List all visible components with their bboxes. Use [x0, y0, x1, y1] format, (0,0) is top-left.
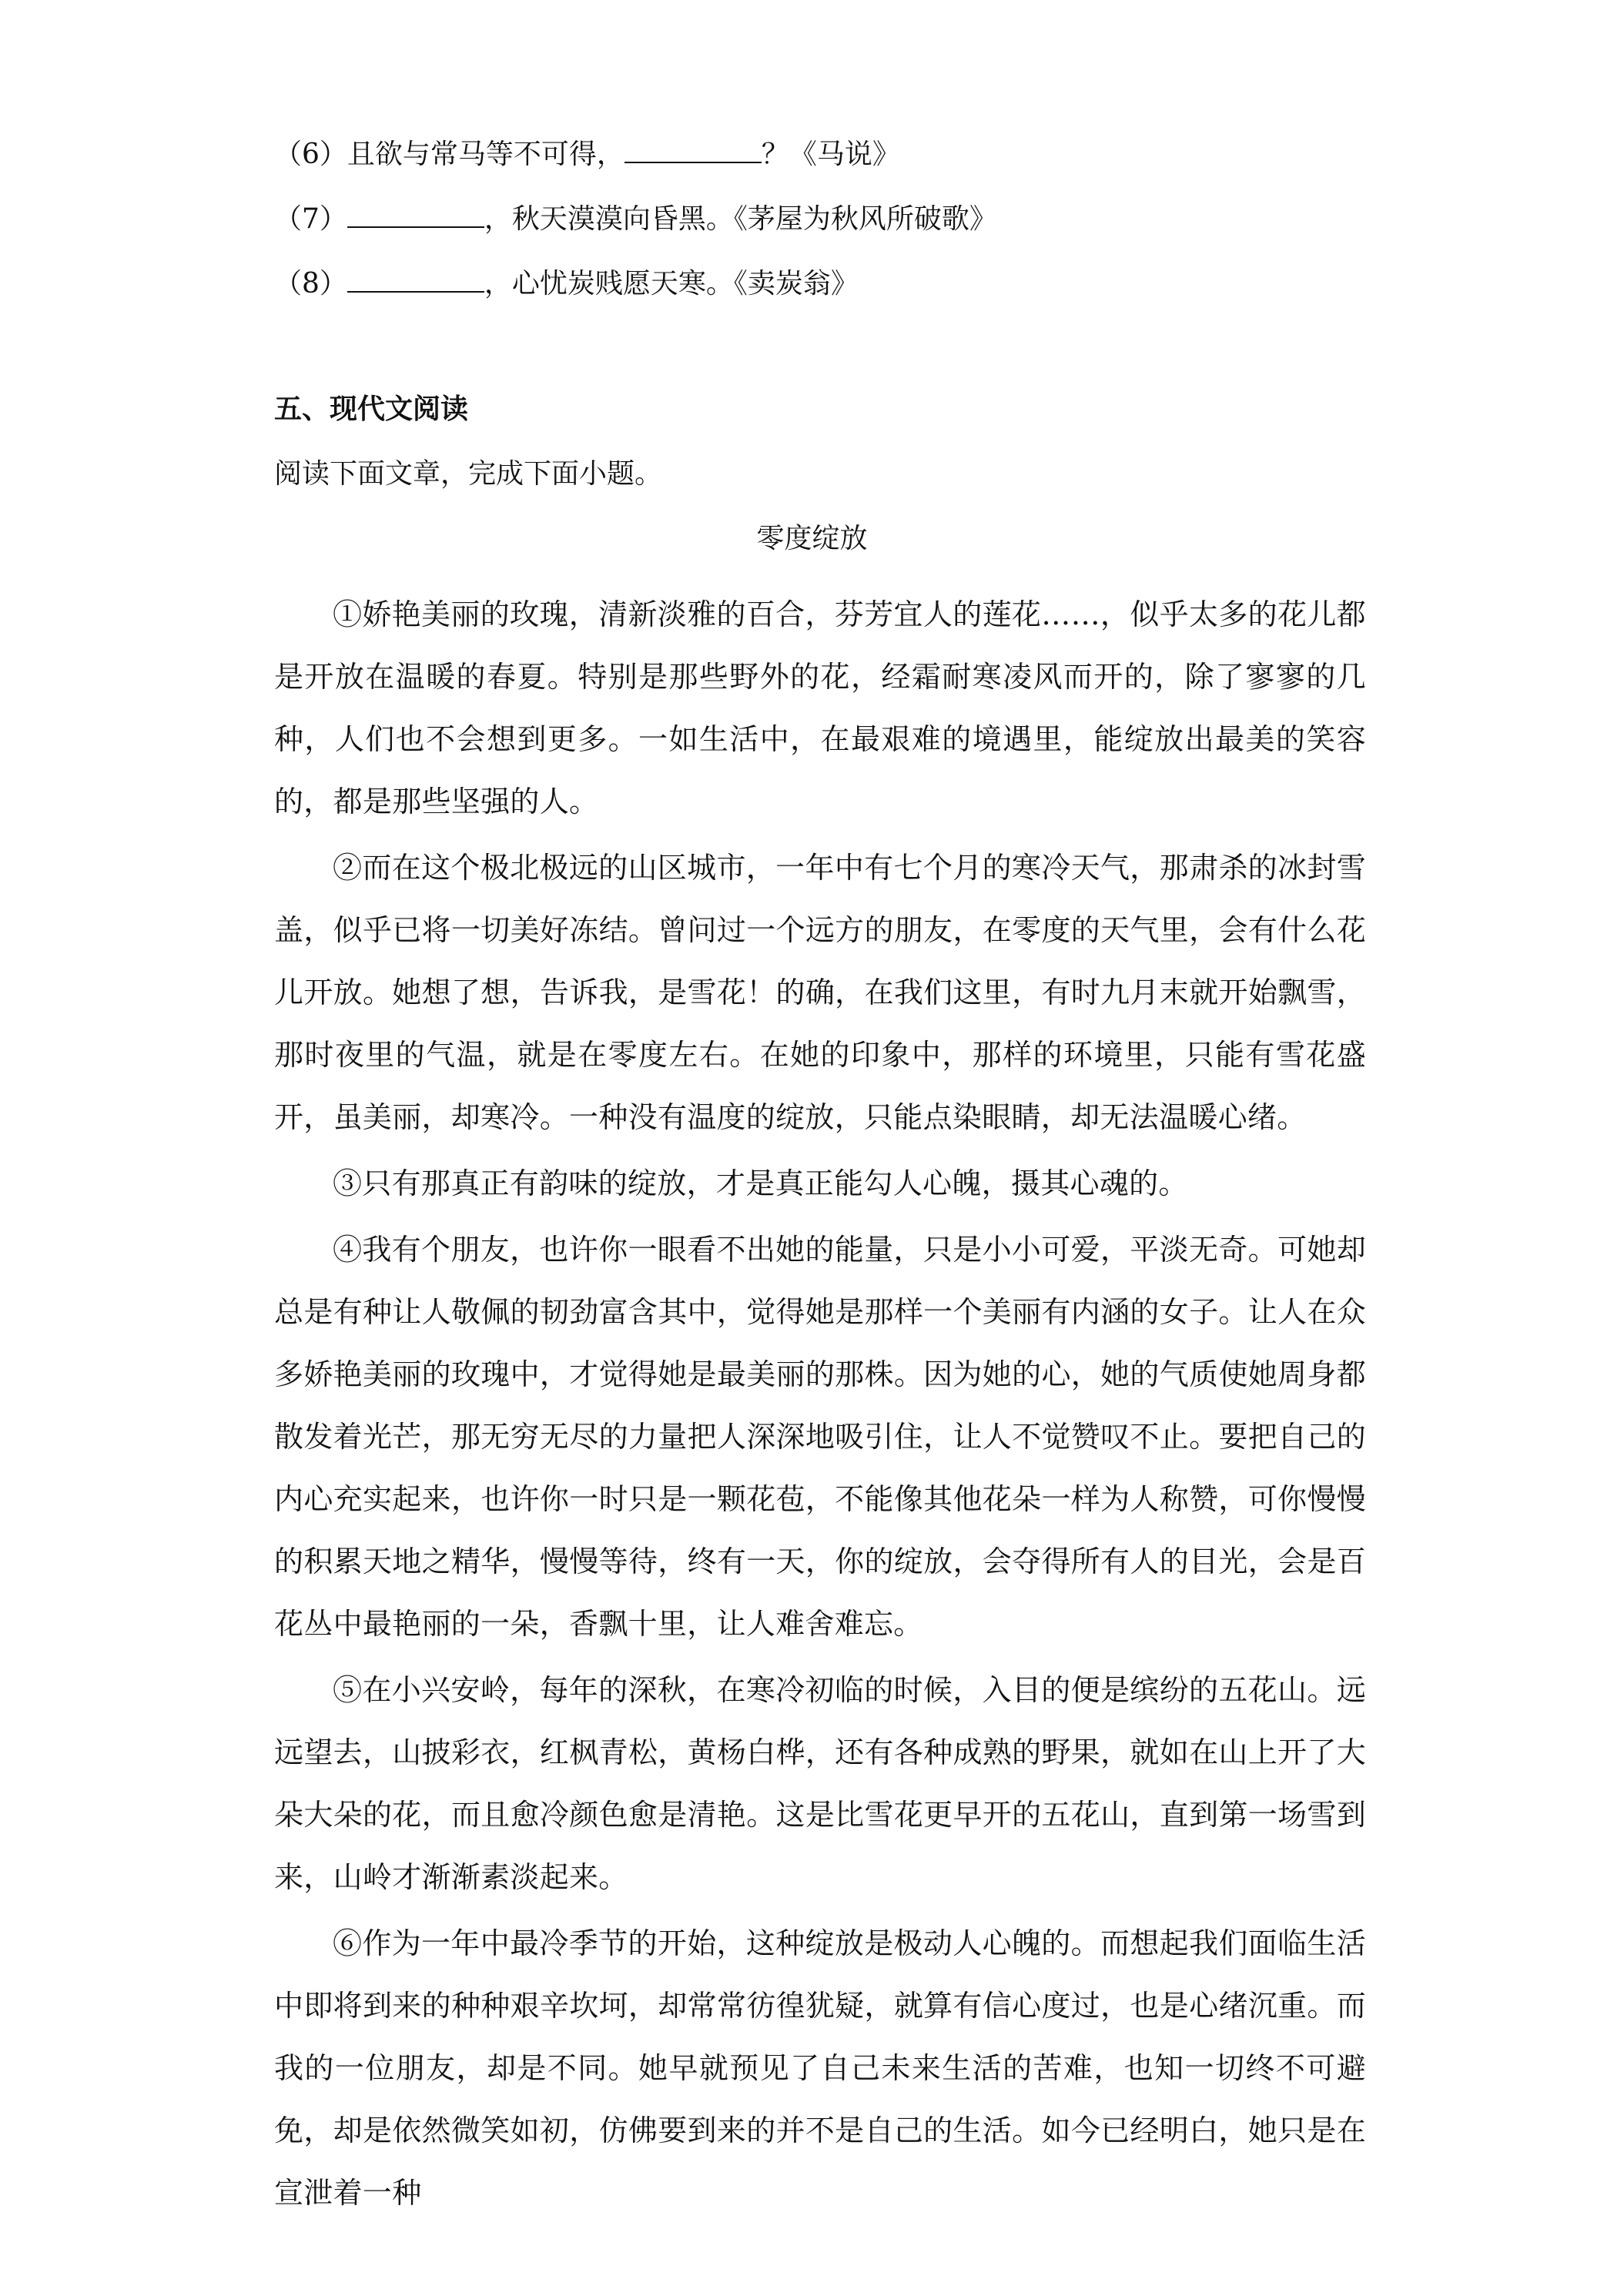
fill-blank-item-8	[274, 266, 859, 301]
article-paragraph-5: ⑤在小兴安岭，每年的深秋，在寒冷初临的时候，入目的便是缤纷的五花山。远远望去，山披彩衣，红枫青松，黄杨白桦，还有各种成熟的野果，就如在山上开了大朵大朵的花，而且愈冷颜色愈是清艳。这是比雪花更早开的五花山，直到第一场雪到来，山岭才渐渐素淡起来。	[274, 1673, 1366, 1894]
fill-blank-item-6	[274, 137, 900, 172]
article-paragraph-1: ①娇艳美丽的玫瑰，清新淡雅的百合，芬芳宜人的莲花……，似乎太多的花儿都是开放在温暖的春夏。特别是那些野外的花，经霜耐寒凌风而开的，除了寥寥的几种，人们也不会想到更多。一如生活中，在最艰难的境遇里，能绽放出最美的笑容的，都是那些坚强的人。	[274, 597, 1366, 818]
fill-blank-suffix: ，秋天漠漠向昏黑。《茅屋为秋风所破歌》	[484, 203, 997, 235]
answer-blank[interactable]	[624, 137, 762, 163]
article-paragraph-3: ③只有那真正有韵味的绽放，才是真正能勾人心魄，摄其心魂的。	[333, 1166, 1188, 1200]
reading-instruction: 阅读下面文章，完成下面小题。	[274, 458, 663, 490]
fill-blank-item-7	[274, 202, 997, 236]
fill-blank-prefix: （8）	[274, 268, 347, 300]
answer-blank[interactable]	[347, 266, 484, 293]
article-paragraph-4: ④我有个朋友，也许你一眼看不出她的能量，只是小小可爱，平淡无奇。可她却总是有种让人敬佩的韧劲富含其中，觉得她是那样一个美丽有内涵的女子。让人在众多娇艳美丽的玫瑰中，才觉得她是最美丽的那株。因为她的心，她的气质使她周身都散发着光芒，那无穷无尽的力量把人深深地吸引住，让人不觉赞叹不止。要把自己的内心充实起来，也许你一时只是一颗花苞，不能像其他花朵一样为人称赞，可你慢慢的积累天地之精华，慢慢等待，终有一天，你的绽放，会夺得所有人的目光，会是百花丛中最艳丽的一朵，香飘十里，让人难舍难忘。	[274, 1233, 1366, 1641]
answer-blank[interactable]	[347, 202, 484, 228]
fill-blank-prefix: （6）且欲与常马等不可得，	[274, 139, 624, 170]
fill-blank-prefix: （7）	[274, 203, 347, 235]
fill-blank-suffix: ？《马说》	[761, 139, 900, 170]
article-body	[274, 584, 1366, 2228]
fill-blank-suffix: ，心忧炭贱愿天寒。《卖炭翁》	[484, 268, 859, 300]
article-title: 零度绽放	[756, 523, 868, 554]
section-heading: 五、现代文阅读	[274, 393, 469, 425]
article-paragraph-2: ②而在这个极北极远的山区城市，一年中有七个月的寒冷天气，那肃杀的冰封雪盖，似乎已将一切美好冻结。曾问过一个远方的朋友，在零度的天气里，会有什么花儿开放。她想了想，告诉我，是雪花！的确，在我们这里，有时九月末就开始飘雪，那时夜里的气温，就是在零度左右。在她的印象中，那样的环境里，只能有雪花盛开，虽美丽，却寒冷。一种没有温度的绽放，只能点染眼睛，却无法温暖心绪。	[274, 851, 1366, 1134]
article-paragraph-6: ⑥作为一年中最冷季节的开始，这种绽放是极动人心魄的。而想起我们面临生活中即将到来的种种艰辛坎坷，却常常彷徨犹疑，就算有信心度过，也是心绪沉重。而我的一位朋友，却是不同。她早就预见了自己未来生活的苦难，也知一切终不可避免，却是依然微笑如初，仿佛要到来的并不是自己的生活。如今已经明白，她只是在宣泄着一种	[274, 1926, 1366, 2210]
